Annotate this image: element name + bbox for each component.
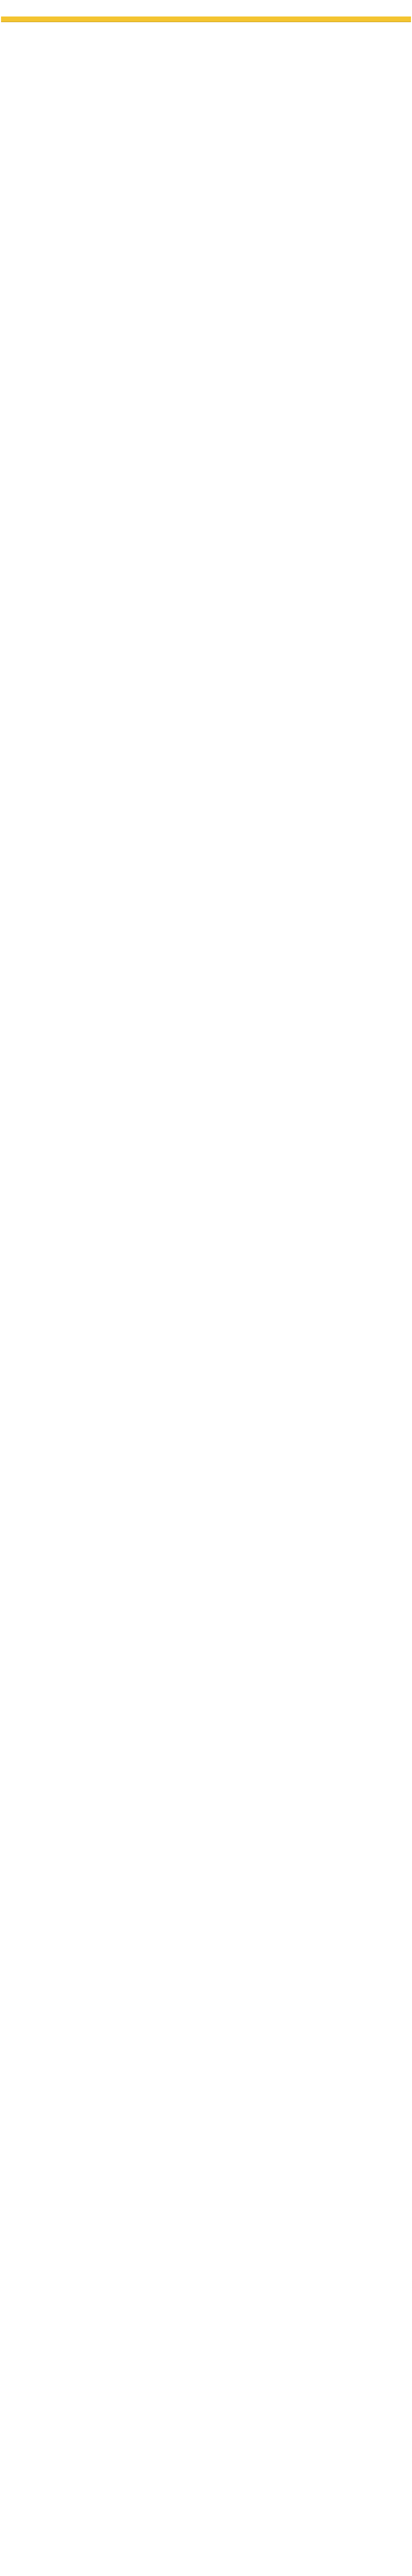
- column-header: [194, 16, 250, 22]
- column-header: [250, 16, 333, 22]
- column-header: [19, 16, 96, 22]
- column-header: [132, 16, 163, 22]
- title-block: [1, 1, 411, 16]
- column-header: [163, 16, 194, 22]
- column-header: [333, 16, 411, 22]
- column-header: [96, 16, 132, 22]
- column-header: [1, 16, 19, 22]
- data-table: [1, 16, 411, 22]
- page-subtitle: [1, 7, 411, 12]
- page: [0, 0, 412, 22]
- page-title: [1, 1, 411, 7]
- table-header-row: [1, 16, 411, 22]
